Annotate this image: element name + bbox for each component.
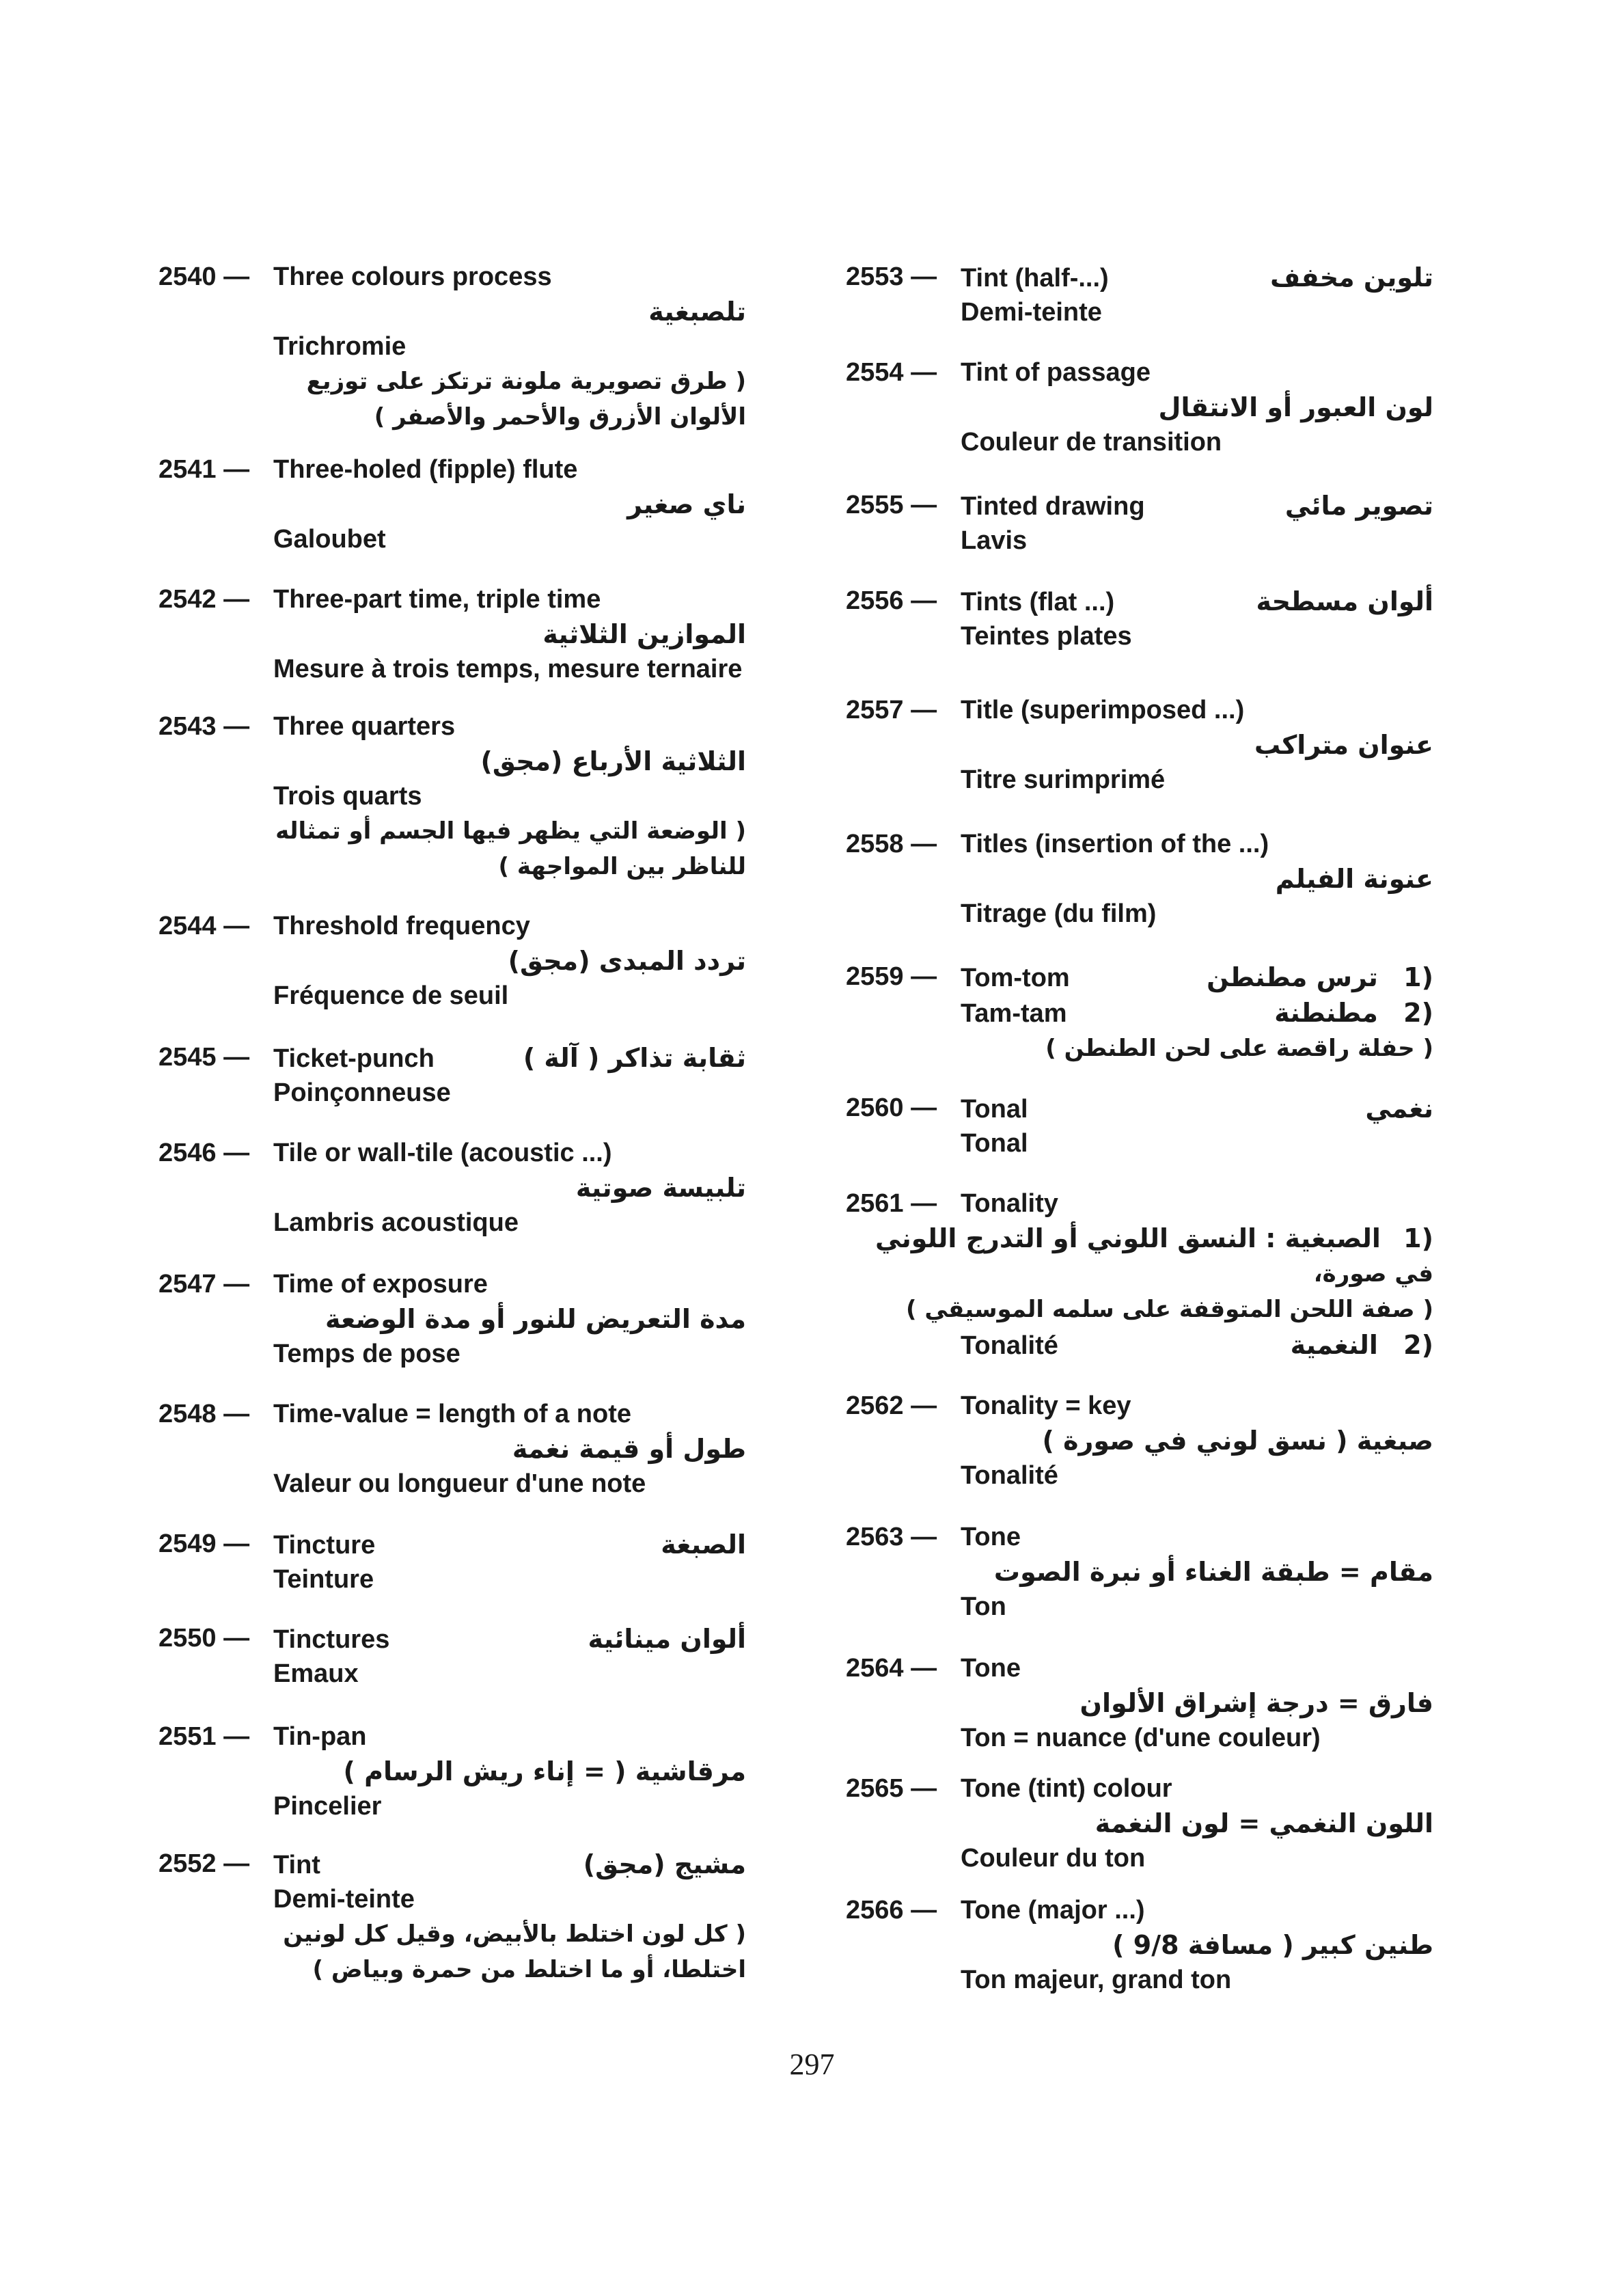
arabic-sense-2 xyxy=(1084,995,1433,1031)
entry-2557 xyxy=(846,693,1433,827)
sense-number: (1 xyxy=(1403,1223,1433,1253)
entry-number: 2552 — xyxy=(159,1849,250,1878)
french-term: Teinture xyxy=(273,1565,374,1594)
arabic-term: مطنطنة xyxy=(1274,998,1378,1028)
english-term: Ticket-punch xyxy=(273,1044,435,1073)
entry-number: 2548 — xyxy=(159,1400,250,1428)
entry-number: 2560 — xyxy=(846,1093,937,1122)
english-term: Tom-tom xyxy=(961,964,1070,992)
entry-number: 2547 — xyxy=(159,1270,250,1299)
english-term: Tone (tint) colour xyxy=(961,1774,1172,1803)
entry-2543 xyxy=(159,709,746,909)
arabic-term: الثلاثية الأرباع (مجق) xyxy=(480,746,746,776)
french-term: Tam-tam xyxy=(961,999,1067,1028)
arabic-term: اللون النغمي = لون النغمة xyxy=(1095,1808,1433,1838)
arabic-term: طول أو قيمة نغمة xyxy=(512,1434,746,1464)
english-term: Titles (insertion of the ...) xyxy=(961,830,1269,858)
arabic-term: الصبغية : النسق اللوني أو التدرج اللوني xyxy=(875,1223,1381,1253)
arabic-term: فارق = درجة إشراق الألوان xyxy=(1079,1688,1433,1718)
entry-2559 xyxy=(846,960,1433,1091)
entry-number: 2561 — xyxy=(846,1189,937,1218)
arabic-explanation: اختلطا، أو ما اختلط من حمرة وبياض ) xyxy=(312,1956,746,1983)
entry-2555 xyxy=(846,488,1433,584)
arabic-term: ألوان مينائية xyxy=(588,1624,746,1654)
french-term: Trois quarts xyxy=(273,782,422,811)
entry-number: 2544 — xyxy=(159,912,250,940)
entry-2545 xyxy=(159,1040,746,1136)
french-term: Fréquence de seuil xyxy=(273,981,509,1010)
french-term: Trichromie xyxy=(273,332,407,361)
french-term: Teintes plates xyxy=(961,622,1132,651)
french-term: Titrage (du film) xyxy=(961,899,1157,928)
entry-2556 xyxy=(846,584,1433,693)
arabic-explanation: في صورة، xyxy=(1313,1260,1433,1288)
english-term: Tint (half-...) xyxy=(961,264,1109,293)
entry-2552 xyxy=(159,1847,746,2011)
entry-2549 xyxy=(159,1527,746,1621)
english-term: Tint of passage xyxy=(961,358,1151,387)
arabic-term: صبغية ( نسق لوني في صورة ) xyxy=(1042,1426,1433,1456)
french-term: Temps de pose xyxy=(273,1340,460,1368)
arabic-sense-1 xyxy=(1086,960,1433,995)
arabic-term: ناي صغير xyxy=(627,489,746,519)
arabic-term: ترس مطنطن xyxy=(1207,962,1378,992)
english-term: Tints (flat ...) xyxy=(961,588,1115,616)
sense-number: (2 xyxy=(1403,998,1433,1028)
arabic-term: عنوان متراكب xyxy=(1254,730,1433,760)
arabic-term: الموازين الثلاثية xyxy=(542,619,746,649)
entry-2554 xyxy=(846,355,1433,488)
arabic-term: الصبغة xyxy=(661,1530,746,1560)
entry-number: 2555 — xyxy=(846,491,937,519)
arabic-term: مشيج (مجق) xyxy=(583,1849,746,1879)
entry-2540 xyxy=(159,260,746,452)
english-term: Time-value = length of a note xyxy=(273,1400,632,1428)
entry-number: 2556 — xyxy=(846,586,937,615)
entry-number: 2559 — xyxy=(846,962,937,991)
french-term: Couleur du ton xyxy=(961,1844,1146,1873)
entry-2562 xyxy=(846,1389,1433,1520)
arabic-term: تلصبغية xyxy=(648,297,746,327)
entry-number: 2550 — xyxy=(159,1624,250,1653)
entry-2550 xyxy=(159,1621,746,1719)
sense-number: (2 xyxy=(1403,1330,1433,1360)
french-term: Demi-teinte xyxy=(961,298,1102,327)
french-term: Mesure à trois temps, mesure ternaire xyxy=(273,655,743,683)
french-term: Ton = nuance (d'une couleur) xyxy=(961,1724,1321,1752)
arabic-sense-2 xyxy=(1075,1327,1433,1363)
french-term: Emaux xyxy=(273,1659,359,1688)
entry-2544 xyxy=(159,909,746,1040)
arabic-term: ألوان مسطحة xyxy=(1256,586,1433,616)
entry-2558 xyxy=(846,827,1433,960)
english-term: Threshold frequency xyxy=(273,912,530,940)
french-term: Tonalité xyxy=(961,1331,1058,1360)
entry-2564 xyxy=(846,1651,1433,1771)
arabic-explanation: الألوان الأزرق والأحمر والأصفر ) xyxy=(374,403,746,431)
entry-number: 2543 — xyxy=(159,712,250,741)
right-column xyxy=(846,260,1433,2002)
entry-number: 2551 — xyxy=(159,1722,250,1751)
english-term: Tile or wall-tile (acoustic ...) xyxy=(273,1139,612,1167)
french-term: Ton xyxy=(961,1592,1006,1621)
french-term: Tonal xyxy=(961,1129,1028,1158)
arabic-explanation: ( صفة اللحن المتوقفة على سلمه الموسيقي ) xyxy=(906,1296,1433,1323)
english-term: Tone (major ...) xyxy=(961,1896,1145,1925)
english-term: Three-holed (fipple) flute xyxy=(273,455,578,484)
entry-number: 2540 — xyxy=(159,262,250,291)
entry-number: 2557 — xyxy=(846,696,937,724)
english-term: Tone xyxy=(961,1654,1021,1683)
english-term: Tincture xyxy=(273,1531,376,1560)
english-term: Tinctures xyxy=(273,1625,390,1654)
english-term: Tin-pan xyxy=(273,1722,367,1751)
french-term: Couleur de transition xyxy=(961,428,1222,457)
english-term: Tonality = key xyxy=(961,1391,1131,1420)
arabic-explanation: ( حفلة راقصة على لحن الطنطن ) xyxy=(1045,1035,1433,1062)
arabic-term: النغمية xyxy=(1290,1330,1378,1360)
french-term: Lavis xyxy=(961,526,1028,555)
english-term: Title (superimposed ...) xyxy=(961,696,1245,724)
arabic-explanation: ( طرق تصويرية ملونة ترتكز على توزيع xyxy=(306,368,746,395)
entry-2548 xyxy=(159,1397,746,1527)
page-number: 297 xyxy=(789,2048,835,2081)
entry-2546 xyxy=(159,1136,746,1267)
arabic-term: عنونة الفيلم xyxy=(1275,864,1433,894)
arabic-term: تصوير مائي xyxy=(1284,491,1433,521)
french-term: Tonalité xyxy=(961,1461,1058,1490)
french-term: Valeur ou longueur d'une note xyxy=(273,1469,646,1498)
entry-number: 2566 — xyxy=(846,1896,937,1925)
entry-number: 2565 — xyxy=(846,1774,937,1803)
arabic-term: مقام = طبقة الغناء أو نبرة الصوت xyxy=(993,1557,1433,1587)
entry-2551 xyxy=(159,1719,746,1847)
entry-2565 xyxy=(846,1771,1433,1893)
sense-number: (1 xyxy=(1403,962,1433,992)
entry-number: 2563 — xyxy=(846,1523,937,1551)
english-term: Tonal xyxy=(961,1095,1028,1124)
arabic-term: ثقابة تذاكر ( آلة ) xyxy=(523,1043,746,1073)
entry-2563 xyxy=(846,1520,1433,1651)
french-term: Titre surimprimé xyxy=(961,765,1166,794)
entry-2541 xyxy=(159,452,746,582)
english-term: Tonality xyxy=(961,1189,1058,1218)
entry-2561 xyxy=(846,1186,1433,1389)
entry-2560 xyxy=(846,1091,1433,1186)
english-term: Three quarters xyxy=(273,712,456,741)
french-term: Lambris acoustique xyxy=(273,1208,519,1237)
arabic-term: لون العبور أو الانتقال xyxy=(1158,392,1433,422)
entry-2547 xyxy=(159,1267,746,1397)
arabic-term: نغمي xyxy=(1365,1093,1433,1124)
entry-2553 xyxy=(846,260,1433,355)
arabic-term: تلبيسة صوتية xyxy=(575,1173,746,1203)
entry-number: 2558 — xyxy=(846,830,937,858)
arabic-explanation: ( كل لون اختلط بالأبيض، وقيل كل لونين xyxy=(283,1920,746,1948)
arabic-term: طنين كبير ( مسافة 9/8 ) xyxy=(1112,1930,1433,1960)
french-term: Ton majeur, grand ton xyxy=(961,1966,1232,1994)
entry-number: 2562 — xyxy=(846,1391,937,1420)
english-term: Tinted drawing xyxy=(961,492,1145,521)
entry-number: 2564 — xyxy=(846,1654,937,1683)
entry-number: 2541 — xyxy=(159,455,250,484)
arabic-term: تردد المبدى (مجق) xyxy=(508,946,746,976)
english-term: Three colours process xyxy=(273,262,552,291)
french-term: Poinçonneuse xyxy=(273,1078,451,1107)
entry-number: 2554 — xyxy=(846,358,937,387)
entry-2542 xyxy=(159,582,746,709)
english-term: Tone xyxy=(961,1523,1021,1551)
arabic-term: مدة التعريض للنور أو مدة الوضعة xyxy=(325,1304,746,1334)
french-term: Galoubet xyxy=(273,525,386,554)
english-term: Tint xyxy=(273,1851,320,1879)
arabic-term: مرقاشية ( = إناء ريش الرسام ) xyxy=(343,1756,746,1786)
arabic-explanation: ( الوضعة التي يظهر فيها الجسم أو تمثاله xyxy=(275,817,746,845)
entry-number: 2545 — xyxy=(159,1043,250,1072)
french-term: Pincelier xyxy=(273,1792,382,1821)
entry-number: 2542 — xyxy=(159,585,250,614)
english-term: Three-part time, triple time xyxy=(273,585,601,614)
english-term: Time of exposure xyxy=(273,1270,488,1299)
entry-number: 2553 — xyxy=(846,262,937,291)
left-column xyxy=(159,260,746,2011)
entry-number: 2549 — xyxy=(159,1530,250,1558)
arabic-explanation: للناظر بين المواجهة ) xyxy=(498,853,746,880)
entry-2566 xyxy=(846,1893,1433,2002)
french-term: Demi-teinte xyxy=(273,1885,415,1914)
entry-number: 2546 — xyxy=(159,1139,250,1167)
arabic-sense-1 xyxy=(875,1221,1433,1256)
arabic-term: تلوين مخفف xyxy=(1270,262,1433,293)
